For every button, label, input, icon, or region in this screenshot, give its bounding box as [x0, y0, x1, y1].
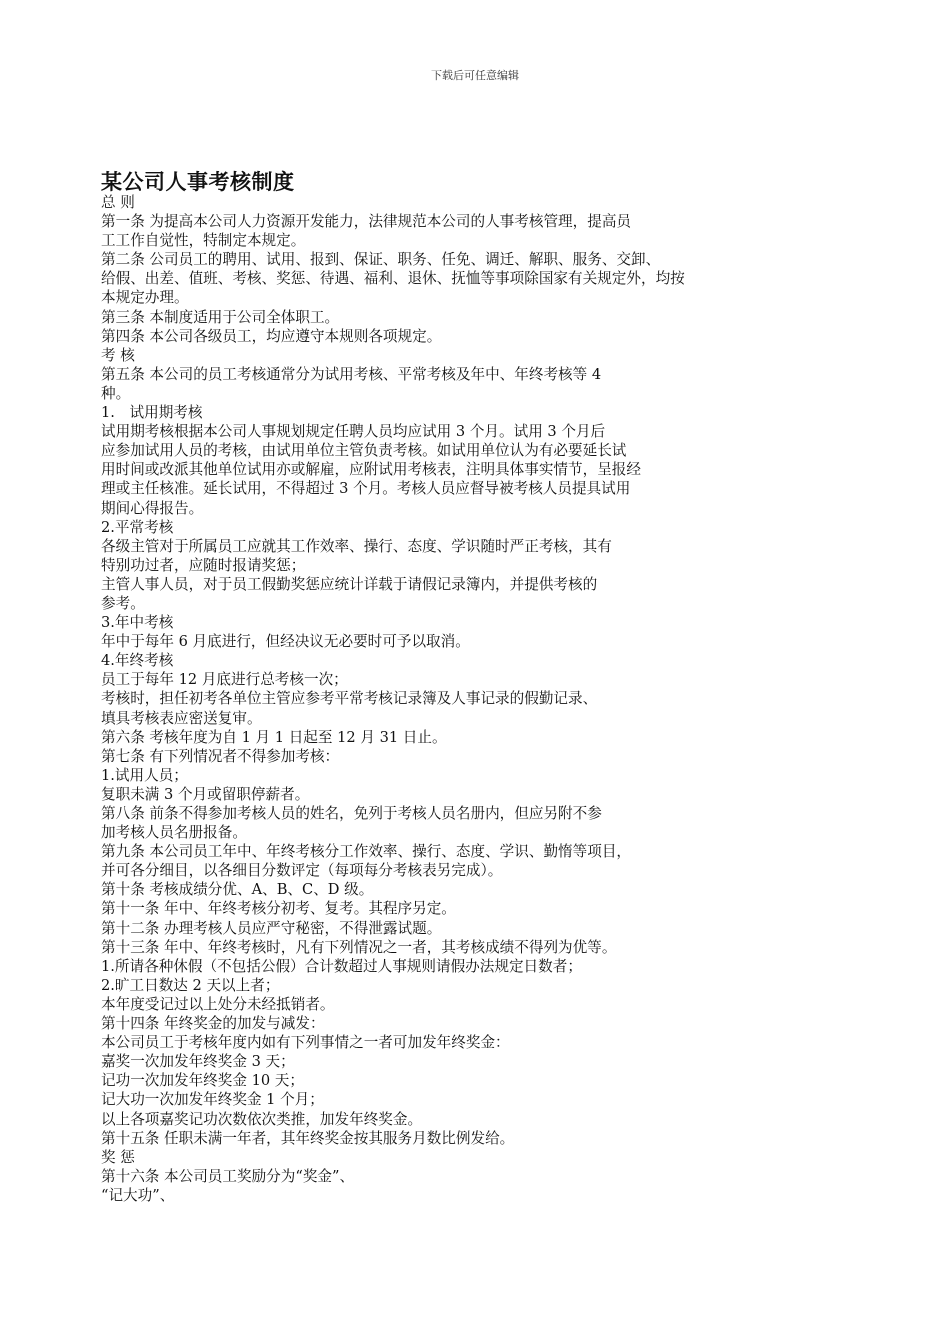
- paragraph-line: 总 则: [101, 194, 135, 211]
- paragraph-line: 第十四条 年终奖金的加发与减发：: [101, 1015, 325, 1033]
- paragraph-line: 填具考核表应密送复审。: [101, 709, 262, 727]
- paragraph-line: 记功一次加发年终奖金 10 天；: [101, 1072, 304, 1090]
- paragraph-line: 以上各项嘉奖记功次数依次类推，加发年终奖金。: [101, 1110, 423, 1128]
- paragraph-line: 复职未满 3 个月或留职停薪者。: [101, 785, 310, 803]
- paragraph-line: 1. 试用期考核: [101, 404, 203, 422]
- paragraph-line: 第十二条 办理考核人员应严守秘密，不得泄露试题。: [101, 919, 442, 937]
- paragraph-line: 第十六条 本公司员工奖励分为“奖金”、: [101, 1167, 355, 1185]
- paragraph-line: 第十三条 年中、年终考核时，凡有下列情况之一者，其考核成绩不得列为优等。: [101, 938, 617, 956]
- paragraph-line: 种。: [101, 384, 131, 402]
- paragraph-line: 第一条 为提高本公司人力资源开发能力，法律规范本公司的人事考核管理，提高员: [101, 213, 632, 231]
- paragraph-line: 特别功过者，应随时报请奖惩；: [101, 556, 306, 574]
- paragraph-line: 嘉奖一次加发年终奖金 3 天；: [101, 1053, 295, 1071]
- paragraph-line: 第七条 有下列情况者不得参加考核：: [101, 747, 340, 765]
- paragraph-line: 第十五条 任职未满一年者，其年终奖金按其服务月数比例发给。: [101, 1129, 515, 1147]
- paragraph-line: 第五条 本公司的员工考核通常分为试用考核、平常考核及年中、年终考核等 4: [101, 365, 602, 383]
- paragraph-line: 第十一条 年中、年终考核分初考、复考。其程序另定。: [101, 900, 456, 918]
- paragraph-line: 给假、出差、值班、考核、奖惩、待遇、福利、退休、抚恤等事项除国家有关规定外，均按: [101, 270, 685, 288]
- paragraph-line: “记大功”、: [101, 1186, 175, 1204]
- paragraph-line: 3.年中考核: [101, 614, 174, 632]
- paragraph-line: 第四条 本公司各级员工，均应遵守本规则各项规定。: [101, 327, 442, 345]
- paragraph-line: 主管人事人员，对于员工假勤奖惩应统计详载于请假记录簿内，并提供考核的: [101, 575, 598, 593]
- paragraph-line: 加考核人员名册报备。: [101, 824, 247, 842]
- paragraph-line: 试用期考核根据本公司人事规划规定任聘人员均应试用 3 个月。试用 3 个月后: [101, 423, 606, 441]
- paragraph-line: 本年度受记过以上处分未经抵销者。: [101, 995, 335, 1013]
- paragraph-line: 2.旷工日数达 2 天以上者；: [101, 976, 280, 994]
- paragraph-line: 应参加试用人员的考核，由试用单位主管负责考核。如试用单位认为有必要延长试: [101, 442, 627, 460]
- paragraph-line: 工工作自觉性，特制定本规定。: [101, 232, 306, 250]
- paragraph-line: 奖 惩: [101, 1148, 135, 1166]
- paragraph-line: 第九条 本公司员工年中、年终考核分工作效率、操行、态度、学识、勤惰等项目，: [101, 843, 632, 861]
- paragraph-line: 第三条 本制度适用于公司全体职工。: [101, 308, 340, 326]
- paragraph-line: 期间心得报告。: [101, 499, 204, 517]
- paragraph-line: 第六条 考核年度为自 1 月 1 日起至 12 月 31 日止。: [101, 728, 447, 746]
- page-header-note: 下载后可任意编辑: [431, 69, 519, 82]
- paragraph-line: 1.试用人员；: [101, 766, 188, 784]
- paragraph-line: 4.年终考核: [101, 652, 174, 670]
- paragraph-line: 第十条 考核成绩分优、A、B、C、D 级。: [101, 881, 374, 899]
- paragraph-line: 用时间或改派其他单位试用亦或解雇，应附试用考核表，注明具体事实情节，呈报经: [101, 461, 641, 479]
- paragraph-line: 2.平常考核: [101, 518, 174, 536]
- paragraph-line: 记大功一次加发年终奖金 1 个月；: [101, 1091, 324, 1109]
- document-body: [101, 193, 801, 1205]
- paragraph-line: 本公司员工于考核年度内如有下列事情之一者可加发年终奖金：: [101, 1034, 510, 1052]
- paragraph-line: 考 核: [101, 346, 135, 364]
- paragraph-line: 第二条 公司员工的聘用、试用、报到、保证、职务、任免、调迁、解职、服务、交卸、: [101, 251, 661, 269]
- paragraph-line: 并可各分细目，以各细目分数评定（每项每分考核表另完成）。: [101, 862, 503, 880]
- document-title: 某公司人事考核制度: [101, 170, 295, 194]
- paragraph-line: 理或主任核准。延长试用，不得超过 3 个月。考核人员应督导被考核人员提具试用: [101, 480, 631, 498]
- paragraph-line: 员工于每年 12 月底进行总考核一次；: [101, 671, 348, 689]
- paragraph-line: 各级主管对于所属员工应就其工作效率、操行、态度、学识随时严正考核，其有: [101, 537, 612, 555]
- paragraph-line: 1.所请各种休假（不包括公假）合计数超过人事规则请假办法规定日数者；: [101, 957, 582, 975]
- paragraph-line: 第八条 前条不得参加考核人员的姓名，免列于考核人员名册内，但应另附不参: [101, 805, 602, 822]
- paragraph-line: 考核时，担任初考各单位主管应参考平常考核记录簿及人事记录的假勤记录、: [101, 690, 598, 708]
- paragraph-line: 本规定办理。: [101, 289, 189, 307]
- paragraph-line: 参考。: [101, 594, 145, 612]
- paragraph-line: 年中于每年 6 月底进行，但经决议无必要时可予以取消。: [101, 633, 470, 651]
